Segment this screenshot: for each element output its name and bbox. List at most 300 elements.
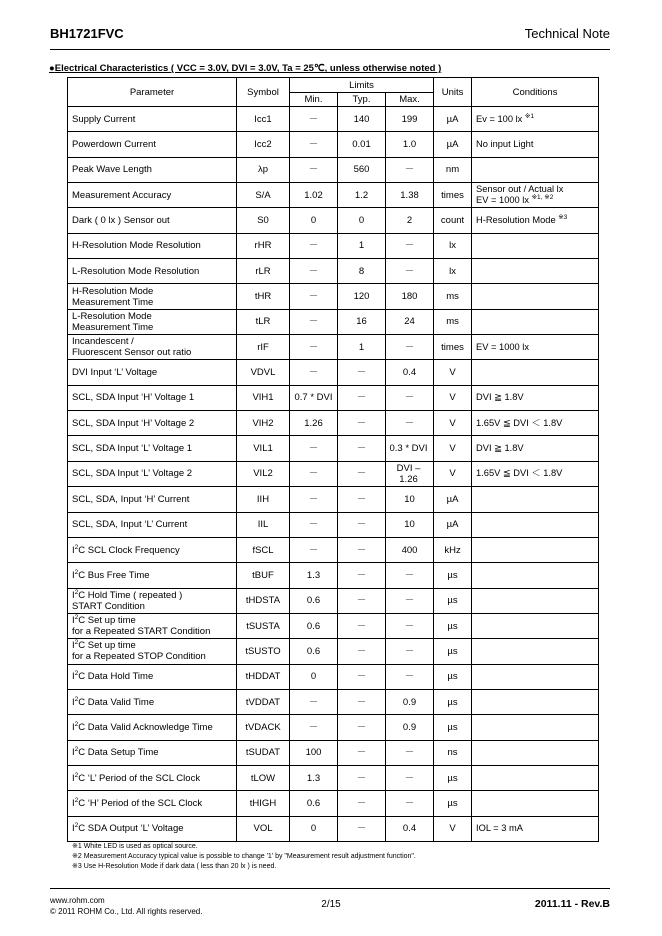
header-units: Units: [434, 78, 472, 107]
cell-typ: －: [338, 740, 386, 765]
cell-parameter: [68, 107, 237, 132]
table-row: [68, 765, 599, 790]
cell-symbol: tVDACK: [237, 715, 290, 740]
table-row: [68, 537, 599, 562]
parameter-text: H-Resolution Mode: [72, 285, 154, 297]
cell-unit: V: [434, 436, 472, 461]
table-row: [68, 411, 599, 436]
parameter-text: Dark ( 0 lx ) Sensor out: [72, 215, 170, 227]
cell-typ: －: [338, 816, 386, 841]
cell-conditions: [472, 461, 599, 486]
cell-min: －: [290, 436, 338, 461]
cell-unit: µs: [434, 689, 472, 714]
cell-symbol: tHDDAT: [237, 664, 290, 689]
cell-typ: －: [338, 689, 386, 714]
cell-typ: 1.2: [338, 183, 386, 208]
cell-parameter: [68, 791, 237, 816]
parameter-text: ‘H’ Period of the SCL Clock: [87, 797, 203, 809]
cell-conditions: [472, 613, 599, 638]
cell-min: －: [290, 715, 338, 740]
cell-min: －: [290, 233, 338, 258]
cell-unit: nm: [434, 157, 472, 182]
cell-unit: µs: [434, 791, 472, 816]
note-reference: ※1: [524, 112, 534, 120]
cell-typ: －: [338, 537, 386, 562]
cell-unit: lx: [434, 259, 472, 284]
header-parameter: Parameter: [68, 78, 237, 107]
cell-conditions: [472, 588, 599, 613]
cell-parameter: [68, 284, 237, 309]
condition-text: No input Light: [476, 139, 534, 150]
cell-min: －: [290, 689, 338, 714]
cell-conditions: [472, 740, 599, 765]
i2c-prefix: $I^2C$: [72, 568, 88, 581]
cell-unit: µA: [434, 107, 472, 132]
condition-text: H-Resolution Mode: [476, 215, 556, 226]
cell-conditions: [472, 385, 599, 410]
cell-max: －: [386, 259, 434, 284]
cell-max: －: [386, 411, 434, 436]
cell-symbol: tSUSTA: [237, 613, 290, 638]
cell-min: 0: [290, 208, 338, 233]
cell-typ: 140: [338, 107, 386, 132]
cell-min: －: [290, 309, 338, 334]
cell-unit: V: [434, 385, 472, 410]
cell-symbol: IIL: [237, 512, 290, 537]
condition-text: Ev = 100 lx: [476, 113, 523, 124]
superscript: 2: [74, 588, 79, 596]
cell-parameter: [68, 816, 237, 841]
cell-parameter: [68, 385, 237, 410]
cell-symbol: S0: [237, 208, 290, 233]
cell-max: 0.3 * DVI: [386, 436, 434, 461]
i2c-prefix: $I^2C$: [72, 695, 88, 708]
cell-parameter: [68, 309, 237, 334]
table-row: [68, 233, 599, 258]
superscript: 2: [74, 670, 79, 678]
cell-typ: －: [338, 461, 386, 486]
cell-typ: －: [338, 512, 386, 537]
parameter-text: SCL Clock Frequency: [87, 544, 180, 556]
cell-conditions: [472, 132, 599, 157]
i2c-prefix: $I^2C$: [72, 771, 88, 784]
parameter-text-line2: Fluorescent Sensor out ratio: [72, 347, 192, 359]
cell-typ: 0.01: [338, 132, 386, 157]
parameter-text: Powerdown Current: [72, 139, 156, 151]
condition-text: Sensor out / Actual lx: [476, 184, 564, 195]
cell-unit: V: [434, 816, 472, 841]
cell-typ: 1: [338, 335, 386, 360]
cell-max: DVI – 1.26: [386, 461, 434, 486]
cell-min: －: [290, 284, 338, 309]
cell-unit: ns: [434, 740, 472, 765]
table-row: [68, 588, 599, 613]
cell-max: －: [386, 664, 434, 689]
cell-parameter: [68, 183, 237, 208]
cell-parameter: [68, 360, 237, 385]
cell-unit: µs: [434, 588, 472, 613]
cell-parameter: [68, 487, 237, 512]
header-conditions: Conditions: [472, 78, 599, 107]
table-row: [68, 436, 599, 461]
superscript: 2: [74, 720, 79, 728]
cell-conditions: [472, 664, 599, 689]
cell-parameter: [68, 639, 237, 664]
cell-conditions: [472, 309, 599, 334]
cell-typ: －: [338, 436, 386, 461]
cell-unit: V: [434, 461, 472, 486]
cell-symbol: fSCL: [237, 537, 290, 562]
parameter-text: SCL, SDA, Input ‘H’ Current: [72, 493, 190, 505]
revision: 2011.11 - Rev.B: [534, 898, 610, 910]
condition-text: DVI ≧ 1.8V: [476, 443, 524, 454]
cell-conditions: [472, 233, 599, 258]
superscript: 2: [74, 822, 79, 830]
cell-symbol: tSUDAT: [237, 740, 290, 765]
cell-unit: V: [434, 360, 472, 385]
cell-max: 400: [386, 537, 434, 562]
cell-symbol: VIH1: [237, 385, 290, 410]
cell-conditions: [472, 487, 599, 512]
table-row: [68, 512, 599, 537]
cell-max: 10: [386, 512, 434, 537]
table-row: [68, 385, 599, 410]
parameter-text: Data Setup Time: [87, 747, 159, 759]
i2c-prefix: $I^2C$: [72, 822, 88, 835]
table-row: [68, 183, 599, 208]
condition-text: EV = 1000 lx: [476, 341, 530, 352]
cell-max: －: [386, 639, 434, 664]
cell-parameter: [68, 411, 237, 436]
cell-typ: －: [338, 791, 386, 816]
cell-conditions: [472, 157, 599, 182]
cell-unit: µs: [434, 664, 472, 689]
cell-conditions: [472, 816, 599, 841]
cell-max: －: [386, 233, 434, 258]
table-row: [68, 715, 599, 740]
parameter-text: Data Hold Time: [87, 671, 154, 683]
table-row: [68, 664, 599, 689]
parameter-text-line2: Measurement Time: [72, 296, 154, 308]
cell-typ: 560: [338, 157, 386, 182]
cell-symbol: tLOW: [237, 765, 290, 790]
section-title: [49, 63, 441, 74]
cell-max: 24: [386, 309, 434, 334]
cell-max: 0.9: [386, 689, 434, 714]
cell-conditions: [472, 107, 599, 132]
footnote: ※2 Measurement Accuracy typical value is possible to change '1' by "Measurement result adjustment function".: [72, 853, 416, 860]
cell-typ: －: [338, 411, 386, 436]
parameter-text: SCL, SDA Input ‘H’ Voltage 1: [72, 392, 195, 404]
table-row: [68, 639, 599, 664]
cell-conditions: [472, 284, 599, 309]
cell-max: －: [386, 740, 434, 765]
header-typ: Typ.: [338, 93, 386, 107]
cell-unit: µs: [434, 639, 472, 664]
footnotes: [72, 842, 416, 872]
parameter-text: Peak Wave Length: [72, 164, 152, 176]
cell-parameter: [68, 537, 237, 562]
condition-text: 1.65V ≦ DVI ＜ 1.8V: [476, 468, 563, 479]
cell-unit: times: [434, 335, 472, 360]
cell-min: 100: [290, 740, 338, 765]
cell-max: －: [386, 563, 434, 588]
cell-min: 0: [290, 664, 338, 689]
cell-min: －: [290, 132, 338, 157]
cell-symbol: VDVL: [237, 360, 290, 385]
cell-conditions: [472, 259, 599, 284]
superscript: 2: [74, 771, 79, 779]
superscript: 2: [74, 695, 79, 703]
condition-text-line2: EV = 1000 lx: [476, 195, 530, 206]
cell-unit: µs: [434, 563, 472, 588]
cell-parameter: [68, 132, 237, 157]
cell-min: 1.3: [290, 765, 338, 790]
cell-symbol: VIL1: [237, 436, 290, 461]
i2c-prefix: $I^2C$: [72, 543, 88, 556]
cell-max: 2: [386, 208, 434, 233]
cell-max: 180: [386, 284, 434, 309]
cell-min: 0: [290, 816, 338, 841]
cell-conditions: [472, 208, 599, 233]
electrical-characteristics-table: [67, 77, 599, 842]
cell-typ: 0: [338, 208, 386, 233]
cell-max: －: [386, 385, 434, 410]
parameter-text-line2: Measurement Time: [72, 321, 154, 333]
superscript: 2: [74, 614, 79, 622]
cell-min: 1.02: [290, 183, 338, 208]
cell-conditions: [472, 360, 599, 385]
cell-min: －: [290, 537, 338, 562]
cell-symbol: S/A: [237, 183, 290, 208]
cell-symbol: tVDDAT: [237, 689, 290, 714]
page-number: 2/15: [321, 899, 341, 910]
cell-conditions: [472, 563, 599, 588]
cell-conditions: [472, 512, 599, 537]
cell-symbol: tHR: [237, 284, 290, 309]
table-row: [68, 284, 599, 309]
cell-parameter: [68, 664, 237, 689]
cell-conditions: [472, 335, 599, 360]
cell-min: －: [290, 461, 338, 486]
cell-typ: －: [338, 664, 386, 689]
cell-parameter: [68, 765, 237, 790]
parameter-text-line2: START Condition: [72, 600, 145, 612]
cell-min: －: [290, 335, 338, 360]
cell-max: －: [386, 588, 434, 613]
parameter-text: Data Valid Time: [87, 696, 155, 708]
parameter-text: DVI Input ‘L’ Voltage: [72, 367, 158, 379]
cell-conditions: [472, 183, 599, 208]
parameter-text: SCL, SDA, Input ‘L’ Current: [72, 519, 188, 531]
header-limits: Limits: [290, 78, 434, 93]
table-row: [68, 791, 599, 816]
cell-max: 0.4: [386, 360, 434, 385]
cell-symbol: rHR: [237, 233, 290, 258]
cell-max: 199: [386, 107, 434, 132]
cell-typ: 1: [338, 233, 386, 258]
cell-parameter: [68, 233, 237, 258]
i2c-prefix: $I^2C$: [72, 588, 88, 601]
cell-parameter: [68, 335, 237, 360]
cell-typ: －: [338, 588, 386, 613]
cell-min: －: [290, 157, 338, 182]
cell-typ: 16: [338, 309, 386, 334]
table-row: [68, 259, 599, 284]
cell-max: 1.0: [386, 132, 434, 157]
parameter-text-line2: for a Repeated START Condition: [72, 626, 211, 638]
table-row: [68, 360, 599, 385]
cell-unit: µA: [434, 132, 472, 157]
cell-max: 1.38: [386, 183, 434, 208]
document-type: Technical Note: [524, 26, 610, 41]
footer-url[interactable]: www.rohm.com: [50, 896, 105, 905]
cell-typ: 120: [338, 284, 386, 309]
cell-unit: ms: [434, 309, 472, 334]
condition-text: 1.65V ≦ DVI ＜ 1.8V: [476, 417, 563, 428]
cell-symbol: tHDSTA: [237, 588, 290, 613]
cell-parameter: [68, 588, 237, 613]
parameter-text: Hold Time ( repeated ): [87, 589, 183, 601]
cell-symbol: tBUF: [237, 563, 290, 588]
i2c-prefix: $I^2C$: [72, 639, 88, 652]
cell-unit: lx: [434, 233, 472, 258]
footer-rule: [50, 888, 610, 889]
i2c-prefix: $I^2C$: [72, 614, 88, 627]
parameter-text-line2: for a Repeated STOP Condition: [72, 651, 206, 663]
cell-unit: µA: [434, 512, 472, 537]
cell-typ: 8: [338, 259, 386, 284]
cell-unit: µs: [434, 613, 472, 638]
cell-min: 1.3: [290, 563, 338, 588]
parameter-text: Measurement Accuracy: [72, 189, 172, 201]
cell-symbol: Icc1: [237, 107, 290, 132]
superscript: 2: [74, 746, 79, 754]
cell-max: －: [386, 335, 434, 360]
cell-symbol: VIH2: [237, 411, 290, 436]
cell-symbol: λp: [237, 157, 290, 182]
cell-max: 0.4: [386, 816, 434, 841]
i2c-prefix: $I^2C$: [72, 746, 88, 759]
cell-conditions: [472, 436, 599, 461]
parameter-text: ‘L’ Period of the SCL Clock: [87, 772, 201, 784]
cell-max: 10: [386, 487, 434, 512]
table-row: [68, 613, 599, 638]
cell-symbol: Icc2: [237, 132, 290, 157]
cell-symbol: VOL: [237, 816, 290, 841]
cell-min: 0.6: [290, 588, 338, 613]
cell-conditions: [472, 537, 599, 562]
table-row: [68, 335, 599, 360]
cell-parameter: [68, 208, 237, 233]
parameter-text: Incandescent /: [72, 336, 134, 348]
model-name: BH1721FVC: [50, 26, 124, 41]
cell-min: －: [290, 107, 338, 132]
cell-min: －: [290, 487, 338, 512]
superscript: 2: [74, 568, 79, 576]
cell-unit: µs: [434, 765, 472, 790]
cell-typ: －: [338, 385, 386, 410]
cell-symbol: tLR: [237, 309, 290, 334]
footnote: ※3 Use H-Resolution Mode if dark data ( less than 20 lx ) is need.: [72, 863, 277, 870]
cell-max: －: [386, 791, 434, 816]
cell-max: －: [386, 613, 434, 638]
cell-min: 0.6: [290, 613, 338, 638]
cell-typ: －: [338, 487, 386, 512]
cell-conditions: [472, 411, 599, 436]
table-row: [68, 461, 599, 486]
header-max: Max.: [386, 93, 434, 107]
cell-conditions: [472, 639, 599, 664]
table-row: [68, 208, 599, 233]
cell-symbol: rIF: [237, 335, 290, 360]
cell-conditions: [472, 715, 599, 740]
cell-symbol: IIH: [237, 487, 290, 512]
cell-min: 0.6: [290, 791, 338, 816]
cell-unit: µA: [434, 487, 472, 512]
cell-parameter: [68, 461, 237, 486]
header-symbol: Symbol: [237, 78, 290, 107]
parameter-text: SCL, SDA Input ‘L’ Voltage 2: [72, 468, 193, 480]
parameter-text: H-Resolution Mode Resolution: [72, 240, 201, 252]
cell-parameter: [68, 259, 237, 284]
superscript: 2: [74, 543, 79, 551]
cell-min: 1.26: [290, 411, 338, 436]
cell-parameter: [68, 740, 237, 765]
cell-conditions: [472, 689, 599, 714]
cell-typ: －: [338, 613, 386, 638]
cell-min: 0.6: [290, 639, 338, 664]
table-row: [68, 107, 599, 132]
table-row: [68, 563, 599, 588]
cell-max: －: [386, 157, 434, 182]
table-row: [68, 157, 599, 182]
cell-min: 0.7 * DVI: [290, 385, 338, 410]
cell-parameter: [68, 613, 237, 638]
cell-symbol: tHIGH: [237, 791, 290, 816]
cell-parameter: [68, 436, 237, 461]
section-title-text: Electrical Characteristics ( VCC = 3.0V, DVI = 3.0V, Ta = 25℃, unless otherwise noted ): [54, 63, 442, 74]
cell-typ: －: [338, 360, 386, 385]
condition-text: DVI ≧ 1.8V: [476, 392, 524, 403]
cell-unit: times: [434, 183, 472, 208]
condition-text: IOL = 3 mA: [476, 823, 523, 834]
cell-unit: ms: [434, 284, 472, 309]
cell-parameter: [68, 512, 237, 537]
note-reference: ※1, ※2: [531, 194, 554, 202]
cell-max: 0.9: [386, 715, 434, 740]
cell-min: －: [290, 259, 338, 284]
header-rule: [50, 49, 610, 50]
table-body: [68, 107, 599, 842]
cell-parameter: [68, 689, 237, 714]
table-row: [68, 740, 599, 765]
parameter-text: SCL, SDA Input ‘H’ Voltage 2: [72, 417, 195, 429]
cell-unit: kHz: [434, 537, 472, 562]
cell-parameter: [68, 563, 237, 588]
parameter-text: Data Valid Acknowledge Time: [87, 721, 213, 733]
cell-symbol: rLR: [237, 259, 290, 284]
parameter-text: SCL, SDA Input ‘L’ Voltage 1: [72, 443, 193, 455]
note-reference: ※3: [558, 214, 568, 222]
cell-max: －: [386, 765, 434, 790]
parameter-text: SDA Output ‘L’ Voltage: [87, 823, 184, 835]
cell-typ: －: [338, 639, 386, 664]
cell-parameter: [68, 157, 237, 182]
cell-parameter: [68, 715, 237, 740]
page-header: [50, 26, 610, 46]
cell-symbol: tSUSTO: [237, 639, 290, 664]
